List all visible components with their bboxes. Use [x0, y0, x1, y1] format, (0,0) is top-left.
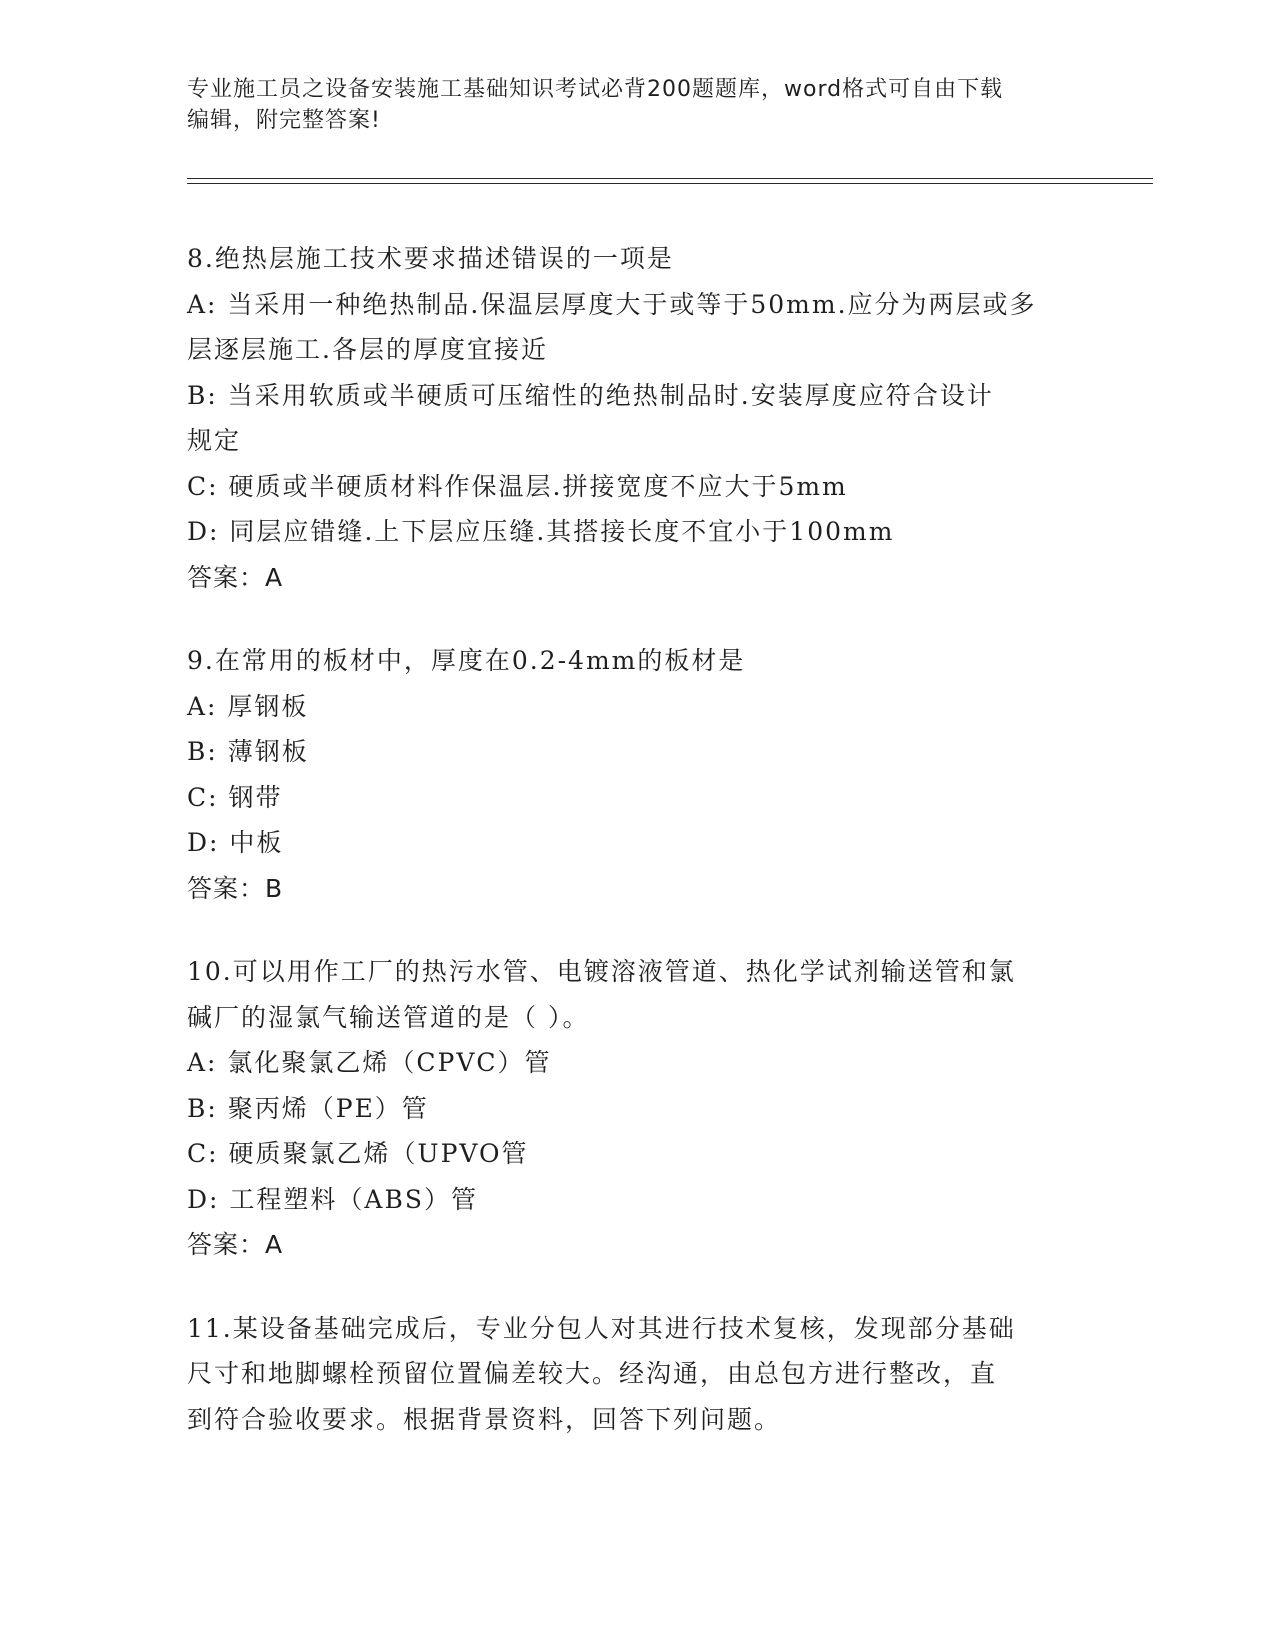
answer-label: 答案：B: [187, 873, 284, 903]
question-stem: 8.绝热层施工技术要求描述错误的一项是: [187, 244, 674, 273]
option-a: A: 当采用一种绝热制品.保温层厚度大于或等于50mm.应分为两层或多: [187, 289, 1037, 319]
option-a: A: 氯化聚氯乙烯（CPVC）管: [187, 1048, 552, 1077]
question-stem: 11.某设备基础完成后，专业分包人对其进行技术复核，发现部分基础: [187, 1313, 1016, 1343]
question-stem: 9.在常用的板材中，厚度在0.2-4mm的板材是: [187, 646, 746, 675]
answer-label: 答案：A: [187, 1230, 284, 1259]
header-divider-top: [187, 178, 1153, 179]
question-10: [187, 949, 1087, 1268]
option-b: B: 聚丙烯（PE）管: [187, 1093, 429, 1123]
option-a: A: 厚钢板: [187, 691, 309, 721]
question-stem-continued: 到符合验收要求。根据背景资料，回答下列问题。: [187, 1404, 782, 1434]
option-a-continued: 层逐层施工.各层的厚度宜接近: [187, 335, 548, 364]
question-stem: 10.可以用作工厂的热污水管、电镀溶液管道、热化学试剂输送管和氯: [187, 957, 1016, 986]
question-stem-continued: 碱厂的湿氯气输送管道的是（ ）。: [187, 1002, 590, 1032]
question-stem-continued: 尺寸和地脚螺栓预留位置偏差较大。经沟通，由总包方进行整改，直: [187, 1359, 998, 1388]
question-9: [187, 638, 1087, 911]
header-divider-bottom: [187, 183, 1153, 184]
document-header: [187, 74, 1067, 136]
option-b-continued: 规定: [187, 426, 242, 455]
header-line-2: 编辑，附完整答案!: [187, 108, 381, 133]
question-list: [187, 236, 1087, 1480]
question-11: [187, 1306, 1087, 1443]
answer-label: 答案：A: [187, 562, 284, 592]
option-b: B: 当采用软质或半硬质可压缩性的绝热制品时.安装厚度应符合设计: [187, 380, 994, 410]
option-d: D: 工程塑料（ABS）管: [187, 1184, 478, 1214]
option-c: C: 硬质聚氯乙烯（UPVO管: [187, 1139, 529, 1168]
option-c: C: 钢带: [187, 782, 283, 812]
question-8: [187, 236, 1087, 600]
option-c: C: 硬质或半硬质材料作保温层.拼接宽度不应大于5mm: [187, 471, 848, 501]
header-line-1: 专业施工员之设备安装施工基础知识考试必背200题题库，word格式可自由下载: [187, 77, 1004, 102]
option-d: D: 中板: [187, 828, 284, 857]
option-b: B: 薄钢板: [187, 737, 309, 766]
option-d: D: 同层应错缝.上下层应压缝.其搭接长度不宜小于100mm: [187, 517, 895, 546]
